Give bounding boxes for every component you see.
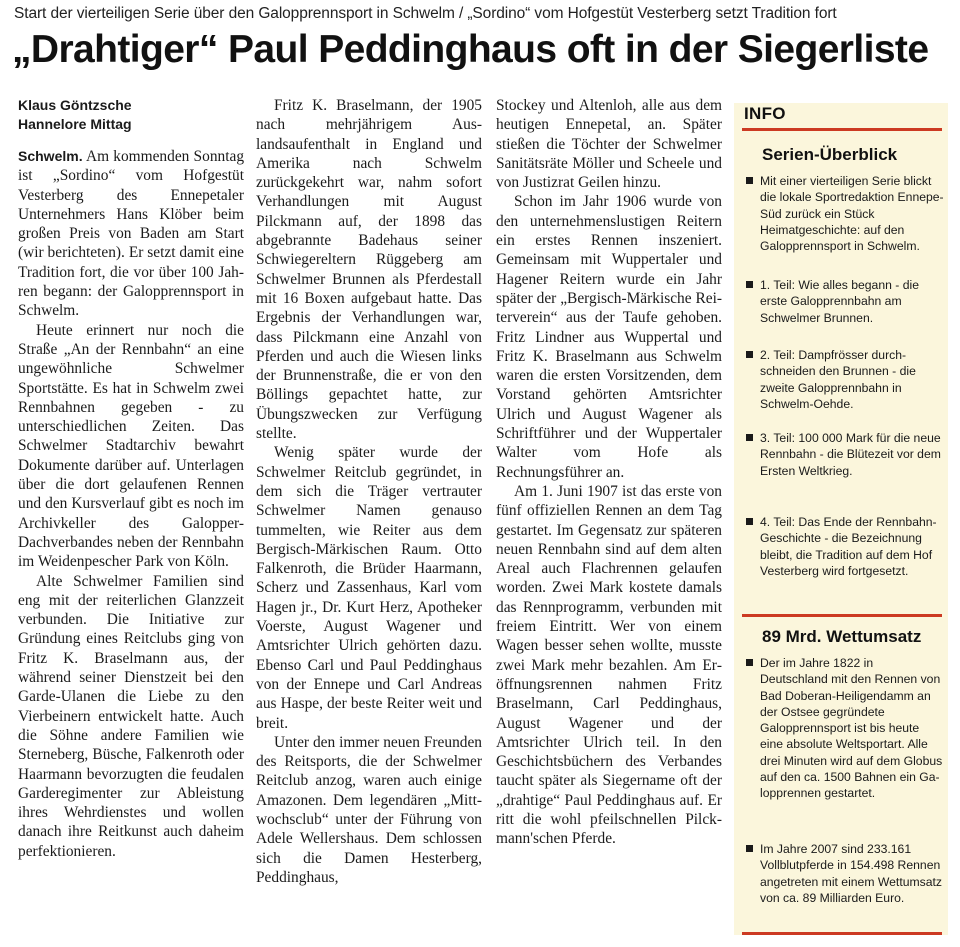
- paragraph: Stockey und Altenloh, alle aus dem heutigen Ennepetal, an. Später stießen die Töchter der Schwelmer Sanitätsräte Möller und Scheele und von Justizrat Geilen hinzu.: [496, 97, 722, 192]
- accent-rule: [742, 128, 942, 131]
- info-bullet: [746, 347, 944, 412]
- paragraph: Unter den immer neuen Freunden des Reitsports, die der Schwelmer Reitclub anzog, waren auch einige Amazonen. Dem legendären „Mittwochsclub“ unter der Führung von Adele Wellershaus. Dem schlossen sich die Damen Hesterberg, Peddinghaus,: [256, 733, 482, 886]
- info-label: INFO: [744, 104, 786, 123]
- article-column-2: [256, 96, 482, 887]
- paragraph: Alte Schwelmer Familien sind eng mit der reiterlichen Glanzzeit verbunden. Die Initiative zur Gründung eines Reitclubs ging von Fritz K. Braselmann aus, der während seiner Dienstzeit bei den Garde-Ulanen die Liebe zu den Vierbeinern entwickelt hatte. Auch die Söhne andere Familien wie Sterneberg, Büsche, Falkenroth oder Haarmann bevorzugten die feudalen Garderegimenter zur Ableistung ihres Wehrdienstes und wollen danach ihre Reitkunst auch daheim perfektionieren.: [18, 572, 244, 860]
- article-column-3: [496, 96, 722, 849]
- series-overview-title: Serien-Überblick: [762, 145, 898, 164]
- bullet-text: 4. Teil: Das Ende der Rennbahn-Geschichte - die Bezeichnung bleibt, die Tradition auf dem Hof Vesterberg wird fortgesetzt.: [760, 515, 937, 578]
- author-credits: [18, 96, 244, 134]
- paragraph: Fritz K. Braselmann, der 1905 nach mehrjährigem Auslandsaufenthalt in England und Amerika nach Schwelm zurückgekehrt war, nahm sofort Verhandlungen mit August Pilckmann auf, der 1898 das abgebrannte Badehaus seiner Schwiegereltern Rüggeberg am Schwelmer Brunnen als Pferdestall mit 16 Boxen aufgebaut hatte. Das Ergebnis der Verhandlungen war, dass Pilckmann eine Anzahl von Pferden und auch die Wiesen links der Brunnenstraße, die er von den Böllings gepachtet hatte, zur Übungszwecken zur Verfügung stellte.: [256, 97, 482, 443]
- author-name: Hannelore Mittag: [18, 116, 132, 132]
- info-bullet: [746, 655, 944, 802]
- bullet-square-icon: [746, 177, 753, 184]
- bullet-text: 2. Teil: Dampfrösser durchschneiden den Brunnen - die zweite Galopprennbahn in Schwelm-Oehde.: [760, 348, 916, 411]
- bullet-square-icon: [746, 518, 753, 525]
- paragraph: Wenig später wurde der Schwelmer Reitclub gegründet, in dem sich die Träger vertrauter Schwelmer Namen genauso tummelten, wie Reiter aus dem Bergisch-Märkischen Raum. Otto Falkenroth, die Brüder Haarmann, Scherz und Zassenhaus, Karl vom Hagen jr., Dr. Kurt Herz, Apotheker Voerste, August Wagener und Amtsrichter Ulrich gehörten dazu. Ebenso Carl und Paul Peddinghaus von der Ennepe und Carl Andreas aus Haspe, der beste Reiter weit und breit.: [256, 444, 482, 732]
- bullet-square-icon: [746, 845, 753, 852]
- bullet-text: 3. Teil: 100 000 Mark für die neue Rennbahn - die Blütezeit vor dem Ersten Weltkrieg.: [760, 431, 941, 478]
- info-box: [734, 103, 948, 935]
- paragraph-text: Am kommenden Sonntag ist „Sordino“ vom Hofgestüt Vesterberg des Ennepetaler Unternehmers Hans Klöber beim großen Preis von Baden am Start (wir berichteten). Er setzt damit eine Tradition fort, die vor über 100 Jahren begann: der Galopprennsport in Schwelm.: [18, 148, 245, 320]
- paragraph: Heute erinnert nur noch die Straße „An der Rennbahn“ an eine ungewöhnliche Schwelmer Sportstätte. Es hat in Schwelm zwei Rennbahnen gegeben - zu unterschiedlichen Zeiten. Das Schwelmer Stadtarchiv bewahrt Dokumente darüber auf. Unterlagen über die dort gelaufenen Rennen und den Kursverlauf gibt es noch im Archivkeller des Galopper-Dachverbandes neben der Rennbahn im Weidenpescher Park von Köln.: [18, 321, 244, 571]
- bullet-square-icon: [746, 351, 753, 358]
- headline: „Drahtiger“ Paul Peddinghaus oft in der Siegerliste: [12, 28, 929, 71]
- turnover-title: 89 Mrd. Wettumsatz: [762, 627, 922, 646]
- bullet-text: Im Jahre 2007 sind 233.161 Vollblutpferde in 154.498 Rennen angetreten mit einem Wettumsatz von ca. 89 Milliarden Euro.: [760, 842, 942, 905]
- info-bullet: [746, 841, 944, 906]
- info-bullet: [746, 430, 944, 479]
- info-bullet: [746, 277, 944, 326]
- accent-rule: [742, 614, 942, 617]
- bullet-square-icon: [746, 659, 753, 666]
- bullet-text: 1. Teil: Wie alles begann - die erste Galopprennbahn am Schwelmer Brunnen.: [760, 278, 919, 325]
- bullet-text: Mit einer vierteiligen Serie blickt die lokale Sportredaktion Ennepe-Süd zurück ein Stück Heimatgeschichte: auf den Galopprennsport in Schwelm.: [760, 174, 944, 254]
- author-name: Klaus Göntzsche: [18, 97, 132, 113]
- article-column-1: [18, 96, 244, 861]
- bullet-text: Der im Jahre 1822 in Deutschland mit den Rennen von Bad Doberan-Heiligendamm an der Ostsee gegründete Galopprennsport ist bis heute eine absolute Weltsportart. Alle drei Minuten wird auf dem Globus auf den ca. 1500 Bahnen ein Galopprennen gestartet.: [760, 656, 943, 801]
- info-bullet: [746, 173, 944, 254]
- bullet-square-icon: [746, 434, 753, 441]
- info-bullet: [746, 514, 944, 579]
- bullet-square-icon: [746, 281, 753, 288]
- accent-rule: [742, 932, 942, 935]
- paragraph: Schon im Jahr 1906 wurde von den unternehmenslustigen Reitern ein erstes Rennen inszeniert. Gemeinsam mit Wuppertaler und Hagener Reitern wurde ein Jahr später der „Bergisch-Märkische Reiterverein“ aus der Taufe gehoben. Fritz Lindner aus Wuppertal und Fritz K. Braselmann aus Schwelm waren die ersten Vorsitzenden, dem Vorstand gehörten Amtsrichter Ulrich und August Wagener als Schriftführer und der Wuppertaler Walter vom Hofe als Rechnungsführer an.: [496, 193, 722, 481]
- paragraph: Am 1. Juni 1907 ist das erste von fünf offiziellen Rennen an dem Tag gestartet. Im Gegensatz zur späteren neuen Rennbahn sind auf dem alten Areal auch Flachrennen gelaufen worden. Zwei Mark kostete damals das Rennprogramm, verbunden mit freiem Eintritt. Wer von einem Wagen besser sehen wollte, musste zwei Mark mehr bezahlen. Am Eröffnungsrennen nahmen Fritz Braselmann, Carl Peddinghaus, August Wagener und der Amtsrichter Ulrich teil. In den Geschichtsbüchern des Verbandes taucht später als Siegername oft der „drahtige“ Paul Peddinghaus auf. Er ritt die wohl pfeilschnellen Pilckmann'schen Pferde.: [496, 482, 722, 848]
- kicker-line: Start der vierteiligen Serie über den Galopprennsport in Schwelm / „Sordino“ vom Hofgestüt Vesterberg setzt Tradition fort: [14, 5, 837, 22]
- dateline: Schwelm.: [18, 148, 83, 164]
- paragraph: [18, 147, 244, 321]
